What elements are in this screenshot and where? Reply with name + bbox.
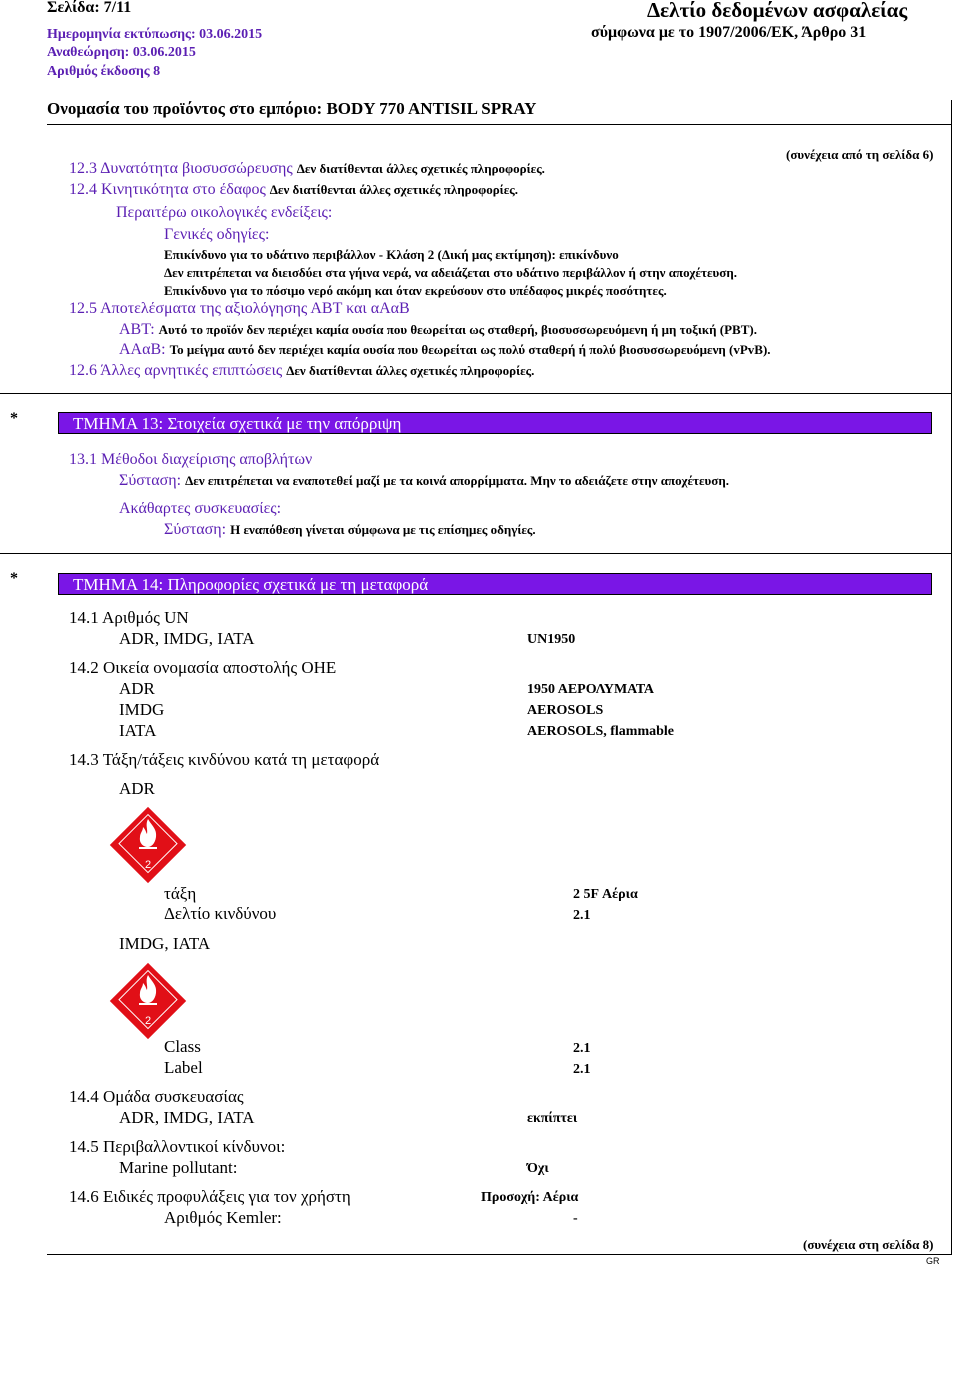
abt-line <box>119 321 757 339</box>
recommendation-label: Σύσταση: <box>119 472 182 489</box>
s125-title: 12.5 Αποτελέσματα της αξιολόγησης ΑΒΤ και αΑαΒ <box>69 300 410 317</box>
iata-label: IATA <box>119 721 157 740</box>
general-note-2: Δεν επιτρέπεται να διεισδύει στα γήινα νερά, να αδειάζεται στο υδάτινο περιβάλλον ή στην αποχέτευση. <box>164 265 737 280</box>
class-label: τάξη <box>164 884 197 903</box>
flame-icon <box>130 973 166 1007</box>
aaab-line <box>119 341 771 359</box>
adr-label: ADR <box>119 679 155 698</box>
s13-change-marker: * <box>10 410 18 427</box>
s145-title: 14.5 Περιβαλλοντικοί κίνδυνοι: <box>69 1137 286 1156</box>
s131-title: 13.1 Μέθοδοι διαχείρισης αποβλήτων <box>69 451 313 468</box>
general-note-1: Επικίνδυνο για το υδάτινο περιβάλλον - Κλάση 2 (Δική μας εκτίμηση): επικίνδυνο <box>164 247 619 262</box>
s13-header-bar <box>58 412 932 434</box>
recommendation-text-2: Η εναπόθεση γίνεται σύμφωνα με τις επίσημες οδηγίες. <box>230 522 536 537</box>
s14-header-title: ΤΜΗΜΑ 14: Πληροφορίες σχετικά με τη μεταφορά <box>73 575 429 594</box>
iata-shipping-name: AEROSOLS, flammable <box>527 724 675 739</box>
s124-title: 12.4 Κινητικότητα στο έδαφος <box>69 181 266 198</box>
aaab-text: Το μείγμα αυτό δεν περιέχει καμία ουσία που θεωρείται ως πολύ σταθερή ή πολύ βιοσυσσωρευόμενη (vPvB). <box>169 342 771 357</box>
recommendation-label-2: Σύσταση: <box>164 521 227 538</box>
s14-header-bar <box>58 573 932 595</box>
right-border <box>951 100 952 1255</box>
packing-group-value: εκπίπτει <box>527 1111 578 1126</box>
s14-change-marker: * <box>10 570 18 587</box>
flammable-gas-pictogram-adr <box>108 805 188 885</box>
recommendation-text: Δεν επιτρέπεται να εναποτεθεί μαζί με τα κοινά απορρίμματα. Μην το αδειάζετε στην αποχέτευση. <box>185 473 730 488</box>
general-notes-title: Γενικές οδηγίες: <box>164 226 270 243</box>
continued-from-note: (συνέχεια από τη σελίδα 6) <box>786 147 934 162</box>
s123-title: 12.3 Δυνατότητα βιοσυσσώρευσης <box>69 160 293 177</box>
s141-title: 14.1 Αριθμός UN <box>69 608 189 627</box>
footer-divider <box>47 1254 951 1255</box>
s126-text: Δεν διατίθενται άλλες σχετικές πληροφορίες. <box>286 363 535 378</box>
class-en-value: 2.1 <box>573 1041 591 1056</box>
pictogram-class-number: 2 <box>144 859 152 871</box>
language-code: GR <box>926 1256 940 1266</box>
label-en-label: Label <box>164 1058 203 1077</box>
s124-text: Δεν διατίθενται άλλες σχετικές πληροφορίες. <box>269 182 518 197</box>
flame-icon <box>130 817 166 851</box>
continued-on-note: (συνέχεια στη σελίδα 8) <box>803 1237 934 1252</box>
hazard-label-label: Δελτίο κινδύνου <box>164 904 277 923</box>
hazard-label-value: 2.1 <box>573 908 591 923</box>
unclean-packaging-title: Ακάθαρτες συσκευασίες: <box>119 500 282 517</box>
imdg-shipping-name: AEROSOLS <box>527 703 604 718</box>
aaab-label: ΑΑαΒ: <box>119 341 166 358</box>
marine-pollutant-value: Όχι <box>527 1161 549 1176</box>
s146-value: Προσοχή: Αέρια <box>481 1190 579 1205</box>
kemler-label: Αριθμός Kemler: <box>164 1208 282 1227</box>
page-number: Σελίδα: 7/11 <box>47 0 132 16</box>
s144-label: ADR, IMDG, IATA <box>119 1108 255 1127</box>
section-divider-12-13 <box>0 393 951 394</box>
header-divider <box>47 124 951 125</box>
s124-line <box>69 181 518 199</box>
print-date: Ημερομηνία εκτύπωσης: 03.06.2015 <box>47 27 263 42</box>
abt-text: Αυτό το προϊόν δεν περιέχει καμία ουσία που θεωρείται ως σταθερή, βιοσυσσωρευόμενη ή μη τοξική (PBT). <box>158 322 757 337</box>
s123-line <box>69 160 545 178</box>
s143-title: 14.3 Τάξη/τάξεις κινδύνου κατά τη μεταφορά <box>69 750 380 769</box>
s142-title: 14.2 Οικεία ονομασία αποστολής ΟΗΕ <box>69 658 337 677</box>
s131-recommendation-line <box>119 472 729 490</box>
further-ecological-title: Περαιτέρω οικολογικές ενδείξεις: <box>116 204 333 221</box>
s126-title: 12.6 Άλλες αρνητικές επιπτώσεις <box>69 362 283 379</box>
revision-date: Αναθεώρηση: 03.06.2015 <box>47 45 196 60</box>
s143-imdg-iata-label: IMDG, IATA <box>119 934 211 953</box>
s13-header-title: ΤΜΗΜΑ 13: Στοιχεία σχετικά με την απόρριψη <box>73 414 402 433</box>
un-number: UN1950 <box>527 632 576 647</box>
regulation-reference: σύμφωνα με το 1907/2006/ΕΚ, Άρθρο 31 <box>591 24 867 41</box>
marine-pollutant-label: Marine pollutant: <box>119 1158 238 1177</box>
s143-adr-label: ADR <box>119 779 155 798</box>
pictogram-class-number: 2 <box>144 1015 152 1027</box>
kemler-value: - <box>573 1211 578 1226</box>
s123-text: Δεν διατίθενται άλλες σχετικές πληροφορίες. <box>296 161 545 176</box>
version-number: Αριθμός έκδοσης 8 <box>47 64 161 79</box>
class-value: 2 5F Αέρια <box>573 887 638 902</box>
s141-label: ADR, IMDG, IATA <box>119 629 255 648</box>
s144-title: 14.4 Ομάδα συσκευασίας <box>69 1087 244 1106</box>
abt-label: ΑΒΤ: <box>119 321 155 338</box>
class-en-label: Class <box>164 1037 201 1056</box>
s146-title: 14.6 Ειδικές προφυλάξεις για τον χρήστη <box>69 1187 351 1206</box>
flammable-gas-pictogram-imdg-iata <box>108 961 188 1041</box>
document-title: Δελτίο δεδομένων ασφαλείας <box>647 0 908 22</box>
adr-shipping-name: 1950 ΑΕΡΟΛΥΜΑΤΑ <box>527 682 654 697</box>
unclean-recommendation-line <box>164 521 536 539</box>
s126-line <box>69 362 534 380</box>
section-divider-13-14 <box>0 553 951 554</box>
general-note-3: Επικίνδυνο για το πόσιμο νερό ακόμη και όταν εκρεύσουν στο υπέδαφος μικρές ποσότητες. <box>164 283 667 298</box>
imdg-label: IMDG <box>119 700 165 719</box>
label-en-value: 2.1 <box>573 1062 591 1077</box>
product-name: Ονομασία του προϊόντος στο εμπόριο: BODY 770 ANTISIL SPRAY <box>47 99 537 118</box>
